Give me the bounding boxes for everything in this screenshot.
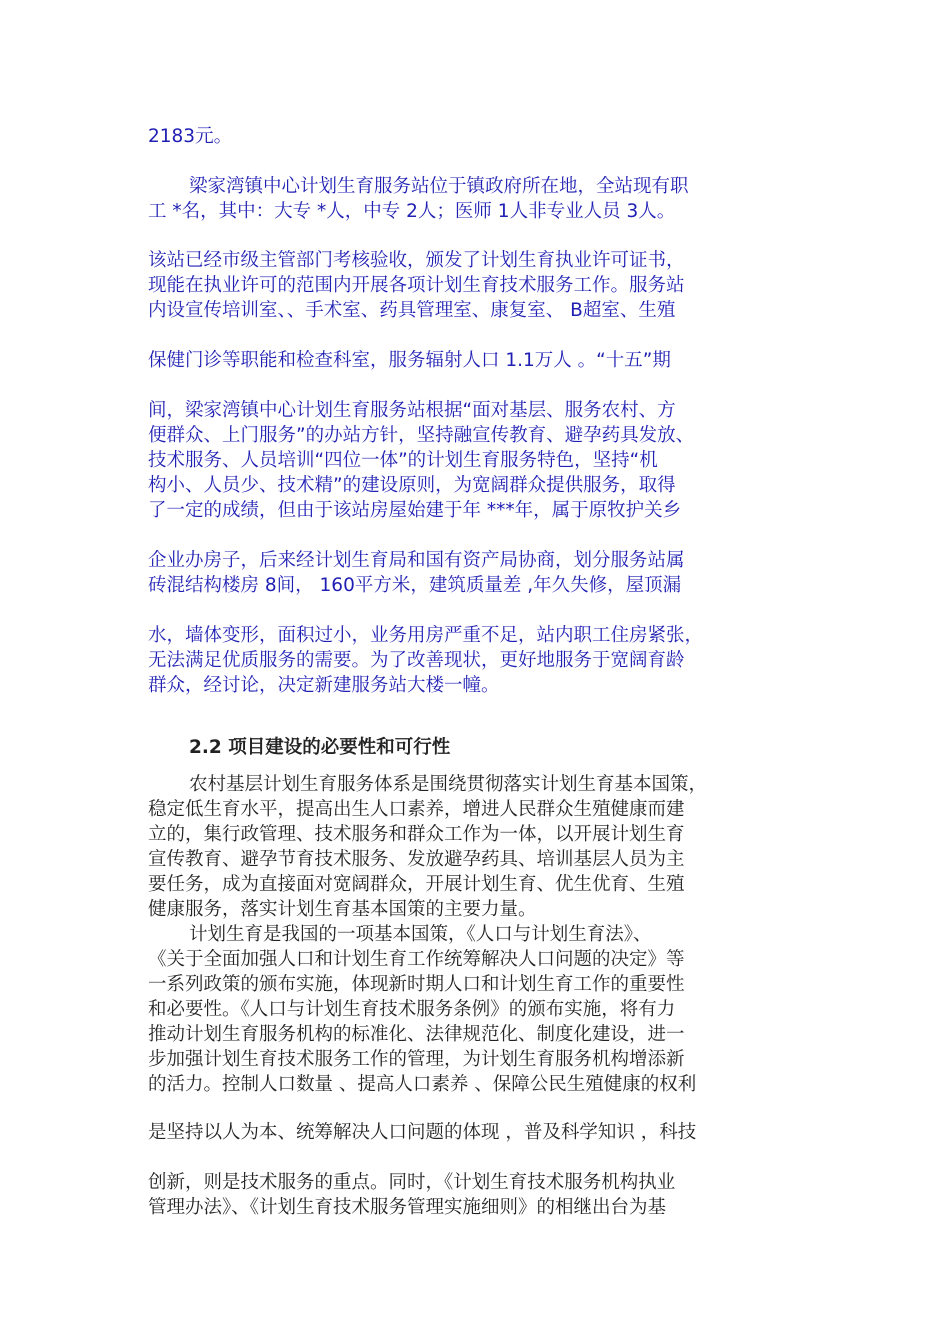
text-line: 便群众、上门服务”的办站方针，坚持融宣传教育、避孕药具发放、 (148, 425, 695, 446)
paragraph-decision (148, 623, 808, 698)
text-line: 间，梁家湾镇中心计划生育服务站根据“面对基层、服务农村、方 (148, 400, 676, 421)
text-line: 健康服务，落实计划生育基本国策的主要力量。 (148, 899, 537, 920)
paragraph-system (148, 772, 808, 922)
text-line: 是坚持以人为本、统筹解决人口问题的体现 ，普及科学知识 ，科技 (148, 1122, 697, 1143)
text-line: 计划生育是我国的一项基本国策，《人口与计划生育法》、 (189, 924, 652, 945)
paragraph-innovation (148, 1170, 808, 1220)
text-line: 现能在执业许可的范围内开展各项计划生育技术服务工作。服务站 (148, 275, 685, 296)
text-line: 2183元。 (148, 126, 233, 147)
text-line: 了一定的成绩，但由于该站房屋始建于年 ***年，属于原牧护关乡 (148, 500, 682, 521)
text-line: 工 *名，其中：大专 *人，中专 2人；医师 1人非专业人员 3人。 (148, 201, 676, 222)
paragraph-coverage (148, 348, 808, 373)
text-line: 立的，集行政管理、技术服务和群众工作为一体，以开展计划生育 (148, 824, 685, 845)
text-line: 稳定低生育水平，提高出生人口素养，增进人民群众生殖健康而建 (148, 799, 685, 820)
text-line: 宣传教育、避孕节育技术服务、发放避孕药具、培训基层人员为主 (148, 849, 685, 870)
text-line: 技术服务、人员培训“四位一体”的计划生育服务特色，坚持“机 (148, 450, 658, 471)
text-line: 要任务，成为直接面对宽阔群众，开展计划生育、优生优育、生殖 (148, 874, 685, 895)
text-line: 推动计划生育服务机构的标准化、法律规范化、制度化建设，进一 (148, 1024, 685, 1045)
text-line: 步加强计划生育技术服务工作的管理，为计划生育服务机构增添新 (148, 1049, 685, 1070)
paragraph-policy (148, 922, 808, 1097)
text-line: 《关于全面加强人口和计划生育工作统筹解决人口问题的决定》等 (148, 949, 685, 970)
text-line: 保健门诊等职能和检查科室，服务辐射人口 1.1万人 。“十五”期 (148, 350, 671, 371)
text-line: 水，墙体变形，面积过小，业务用房严重不足，站内职工住房紧张， (148, 625, 704, 646)
section-heading (148, 735, 808, 760)
text-line: 该站已经市级主管部门考核验收，颁发了计划生育执业许可证书， (148, 250, 685, 271)
text-line: 企业办房子，后来经计划生育局和国有资产局协商，划分服务站属 (148, 550, 685, 571)
text-line: 砖混结构楼房 8间， 160平方米，建筑质量差 ,年久失修，屋顶漏 (148, 575, 682, 596)
paragraph-staff (148, 174, 808, 224)
text-line: 群众，经讨论，决定新建服务站大楼一幢。 (148, 675, 500, 696)
text-line: 梁家湾镇中心计划生育服务站位于镇政府所在地，全站现有职 (189, 176, 689, 197)
paragraph-license (148, 248, 808, 323)
paragraph-history (148, 398, 808, 523)
text-line: 和必要性。《人口与计划生育技术服务条例》的颁布实施，将有力 (148, 999, 676, 1020)
paragraph-cost (148, 124, 808, 149)
paragraph-people-first (148, 1120, 808, 1145)
text-line: 无法满足优质服务的需要。为了改善现状，更好地服务于宽阔育龄 (148, 650, 685, 671)
text-line: 一系列政策的颁布实施，体现新时期人口和计划生育工作的重要性 (148, 974, 685, 995)
section-heading-text: 2.2 项目建设的必要性和可行性 (189, 737, 451, 758)
text-line: 的活力。控制人口数量 、提高人口素养 、保障公民生殖健康的权利 (148, 1074, 697, 1095)
text-line: 农村基层计划生育服务体系是围绕贯彻落实计划生育基本国策， (189, 774, 708, 795)
paragraph-building (148, 548, 808, 598)
text-line: 内设宣传培训室、、手术室、药具管理室、康复室、 B超室、生殖 (148, 300, 676, 321)
text-line: 创新，则是技术服务的重点。同时，《计划生育技术服务机构执业 (148, 1172, 676, 1193)
text-line: 构小、人员少、技术精”的建设原则，为宽阔群众提供服务，取得 (148, 475, 676, 496)
text-line: 管理办法》、《计划生育技术服务管理实施细则》的相继出台为基 (148, 1197, 667, 1218)
